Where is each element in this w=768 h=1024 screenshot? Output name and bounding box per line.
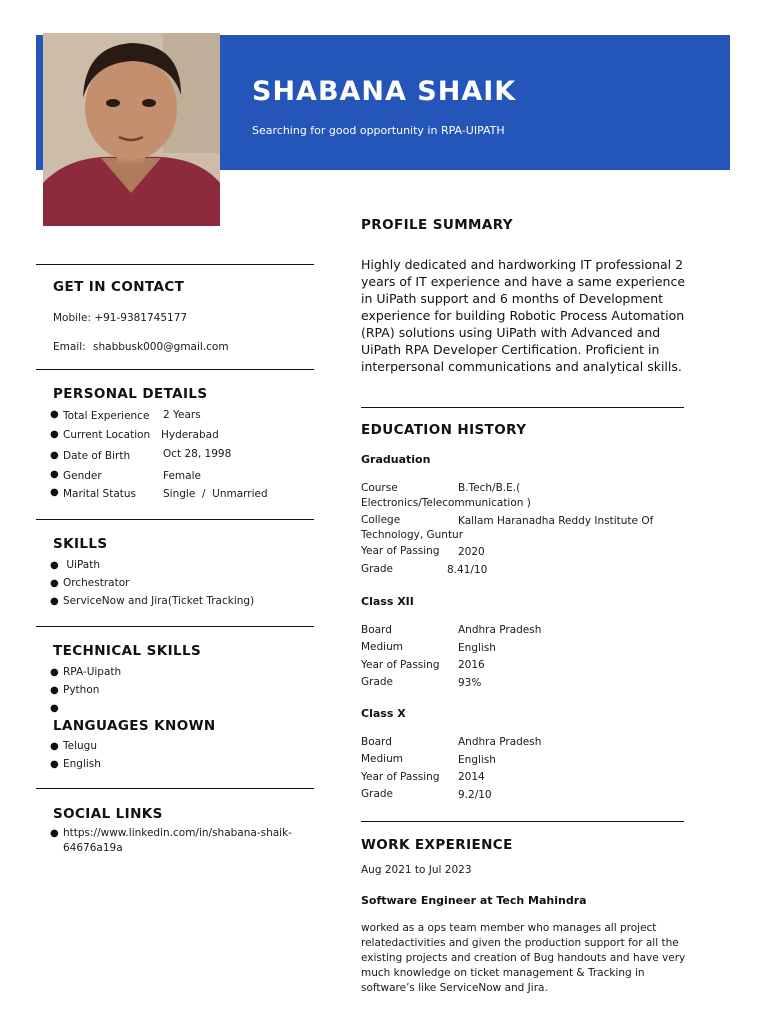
edu-label: Board xyxy=(361,624,392,636)
edu-label: College xyxy=(361,514,401,526)
personal-details-heading: PERSONAL DETAILS xyxy=(53,386,208,402)
graduation-heading: Graduation xyxy=(361,453,431,466)
technical-skill-item: RPA-Uipath xyxy=(63,666,122,678)
technical-skill-item: Python xyxy=(63,684,100,696)
languages-heading: LANGUAGES KNOWN xyxy=(53,718,216,734)
edu-label: Grade xyxy=(361,563,394,575)
linkedin-link-continued[interactable]: 64676a19a xyxy=(63,842,123,854)
bullet-icon: ● xyxy=(50,741,59,752)
work-experience-heading: WORK EXPERIENCE xyxy=(361,837,513,853)
edu-value: 93% xyxy=(458,677,482,689)
profile-photo-portrait xyxy=(43,33,220,226)
class-x-heading: Class X xyxy=(361,707,406,720)
contact-email-label: Email: xyxy=(53,341,86,353)
social-links-heading: SOCIAL LINKS xyxy=(53,806,163,822)
edu-label: Medium xyxy=(361,641,403,653)
personal-value: Oct 28, 1998 xyxy=(163,448,232,460)
contact-email-link[interactable]: shabbusk000@gmail.com xyxy=(93,341,229,353)
personal-label: Gender xyxy=(63,470,102,482)
bullet-icon: ● xyxy=(50,759,59,770)
contact-heading: GET IN CONTACT xyxy=(53,279,185,295)
section-divider xyxy=(36,264,314,265)
section-divider xyxy=(36,519,314,520)
profile-photo xyxy=(43,33,220,226)
profile-summary-heading: PROFILE SUMMARY xyxy=(361,217,513,233)
edu-label: Year of Passing xyxy=(361,771,440,783)
edu-label: Year of Passing xyxy=(361,659,440,671)
language-item: Telugu xyxy=(63,740,97,752)
section-divider xyxy=(36,369,314,370)
section-divider xyxy=(36,626,314,627)
bullet-icon: ● xyxy=(50,703,59,714)
section-divider xyxy=(36,788,314,789)
section-divider xyxy=(361,407,684,408)
edu-value: 2014 xyxy=(458,771,485,783)
edu-value: Andhra Pradesh xyxy=(458,624,542,636)
edu-value: English xyxy=(458,754,496,766)
bullet-icon: ● xyxy=(50,578,59,589)
personal-value: Hyderabad xyxy=(161,429,219,441)
edu-value: 2016 xyxy=(458,659,485,671)
technical-skills-heading: TECHNICAL SKILLS xyxy=(53,643,202,659)
edu-value: 8.41/10 xyxy=(447,564,488,576)
edu-label: Grade xyxy=(361,676,394,688)
personal-label: Total Experience xyxy=(63,410,150,422)
work-role: Software Engineer at Tech Mahindra xyxy=(361,894,587,907)
section-divider xyxy=(361,821,684,822)
linkedin-link[interactable]: https://www.linkedin.com/in/shabana-shaik- xyxy=(63,827,292,839)
personal-label: Date of Birth xyxy=(63,450,131,462)
bullet-icon: ● xyxy=(50,450,59,461)
edu-value: Andhra Pradesh xyxy=(458,736,542,748)
profile-summary-text: Highly dedicated and hardworking IT professional 2 years of IT experience and have a same experience in UiPath support and 6 months of Development experience for building Robotic Process Automation (RPA) solutions using UiPath with Advanced and UiPath RPA Developer Certification. Proficient in interpersonal communications and analytical skills. xyxy=(361,257,686,374)
bullet-icon: ● xyxy=(50,560,59,571)
skill-item: ServiceNow and Jira(Ticket Tracking) xyxy=(63,595,255,607)
bullet-icon: ● xyxy=(50,429,59,440)
work-period: Aug 2021 to Jul 2023 xyxy=(361,864,472,876)
bullet-icon: ● xyxy=(50,469,59,480)
personal-value: Female xyxy=(163,470,201,482)
edu-label: Grade xyxy=(361,788,394,800)
personal-label: Current Location xyxy=(63,429,151,441)
edu-value: Kallam Haranadha Reddy Institute Of xyxy=(458,515,654,527)
skills-heading: SKILLS xyxy=(53,536,108,552)
personal-label: Marital Status xyxy=(63,488,136,500)
bullet-icon: ● xyxy=(50,667,59,678)
skill-item: Orchestrator xyxy=(63,577,130,589)
bullet-icon: ● xyxy=(50,409,59,420)
language-item: English xyxy=(63,758,101,770)
edu-value-continued: Electronics/Telecommunication ) xyxy=(361,497,531,509)
edu-value: B.Tech/B.E.( xyxy=(458,482,521,494)
edu-label: Board xyxy=(361,736,392,748)
personal-value: Single / Unmarried xyxy=(163,488,268,500)
bullet-icon: ● xyxy=(50,487,59,498)
bullet-icon: ● xyxy=(50,828,59,839)
candidate-tagline: Searching for good opportunity in RPA-UIPATH xyxy=(252,124,505,137)
class-xii-heading: Class XII xyxy=(361,595,414,608)
bullet-icon: ● xyxy=(50,685,59,696)
edu-value: 2020 xyxy=(458,546,485,558)
edu-value: English xyxy=(458,642,496,654)
edu-label: Course xyxy=(361,482,398,494)
personal-value: 2 Years xyxy=(163,409,201,421)
work-description: worked as a ops team member who manages all project relatedactivities and given the production support for all the existing projects and creation of Bug handouts and have very much knowledge on ticket management & Tracking in software’s like ServiceNow and Jira. xyxy=(361,922,686,994)
edu-value-continued: Technology, Guntur xyxy=(361,529,464,541)
education-heading: EDUCATION HISTORY xyxy=(361,422,527,438)
edu-label: Medium xyxy=(361,753,403,765)
contact-mobile: Mobile: +91-9381745177 xyxy=(53,312,188,324)
bullet-icon: ● xyxy=(50,596,59,607)
skill-item: UiPath xyxy=(63,559,101,571)
candidate-name: SHABANA SHAIK xyxy=(252,76,517,107)
edu-value: 9.2/10 xyxy=(458,789,492,801)
edu-label: Year of Passing xyxy=(361,545,440,557)
contact-email-row xyxy=(53,341,229,353)
